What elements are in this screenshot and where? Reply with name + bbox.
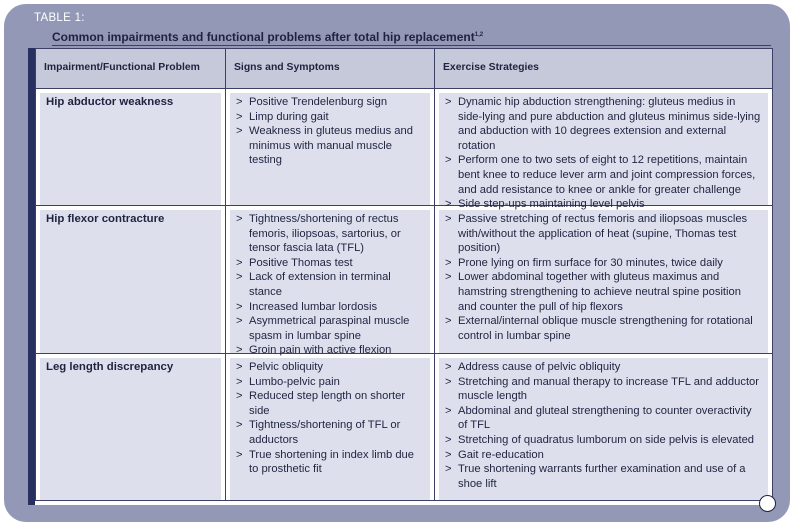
list-item: > Stretching and manual therapy to increase TFL and adductor muscle length	[445, 375, 762, 404]
list-item: > Passive stretching of rectus femoris and iliopsoas muscles with/without the application of heat (supine, Thomas test position)	[445, 212, 762, 256]
list-item: > Dynamic hip abduction strengthening: gluteus medius in side-lying and pure abduction and gluteus minimus side-lying and abduction with 10 degrees extension and external rotation	[445, 95, 762, 153]
header-impairment: Impairment/Functional Problem	[36, 49, 226, 89]
signs-list	[236, 95, 424, 168]
strategies-list	[445, 212, 762, 343]
strategies-cell	[435, 354, 773, 501]
signs-cell	[226, 89, 435, 206]
list-item: > Positive Trendelenburg sign	[236, 95, 424, 110]
list-item: > Address cause of pelvic obliquity	[445, 360, 762, 375]
list-item: > Lower abdominal together with gluteus maximus and hamstring strengthening to achieve neutral spine position and counter the pull of hip flexors	[445, 270, 762, 314]
table-title-text: Common impairments and functional problems after total hip replacement	[52, 30, 475, 44]
list-item: > Groin pain with active flexion	[236, 343, 424, 358]
list-item: > Reduced step length on shorter side	[236, 389, 424, 418]
table-label: TABLE 1:	[34, 12, 85, 24]
problem-label: Leg length discrepancy	[40, 358, 221, 500]
list-item: > Gait re-education	[445, 448, 762, 463]
problem-cell	[36, 354, 226, 501]
strategies-cell	[435, 89, 773, 211]
problem-cell	[36, 89, 226, 206]
table-row	[36, 206, 773, 354]
table-title	[52, 30, 483, 44]
list-item: > Pelvic obliquity	[236, 360, 424, 375]
header-strategies: Exercise Strategies	[435, 49, 773, 89]
list-item: > Weakness in gluteus medius and minimus with manual muscle testing	[236, 124, 424, 168]
problem-label: Hip abductor weakness	[40, 93, 221, 205]
title-references: 1,2	[474, 32, 484, 38]
list-item: > Abdominal and gluteal strengthening to counter overactivity of TFL	[445, 404, 762, 433]
corner-circle-icon	[759, 495, 776, 512]
list-item: > Stretching of quadratus lumborum on side pelvis is elevated	[445, 433, 762, 448]
list-item: > True shortening in index limb due to prosthetic fit	[236, 448, 424, 477]
list-item: > Lack of extension in terminal stance	[236, 270, 424, 299]
list-item: > Lumbo-pelvic pain	[236, 375, 424, 390]
impairments-table	[35, 48, 773, 501]
signs-cell	[226, 206, 435, 357]
strategies-list	[445, 95, 762, 212]
list-item: > Tightness/shortening of TFL or adductors	[236, 418, 424, 447]
list-item: > Prone lying on firm surface for 30 minutes, twice daily	[445, 256, 762, 271]
signs-list	[236, 212, 424, 358]
list-item: > Limp during gait	[236, 110, 424, 125]
table-row	[36, 89, 773, 206]
problem-cell	[36, 206, 226, 354]
signs-cell	[226, 354, 435, 501]
signs-list	[236, 360, 424, 477]
list-item: > Perform one to two sets of eight to 12 repetitions, maintain bent knee to reduce lever arm and joint compression forces, and add resistance to knee or ankle for greater challenge	[445, 153, 762, 197]
header-signs: Signs and Symptoms	[226, 49, 435, 89]
table-header-row	[36, 49, 773, 89]
side-accent-bar	[28, 48, 35, 505]
list-item: > Tightness/shortening of rectus femoris, iliopsoas, sartorius, or tensor fascia lata (TFL)	[236, 212, 424, 256]
strategies-list	[445, 360, 762, 491]
list-item: > Asymmetrical paraspinal muscle spasm in lumbar spine	[236, 314, 424, 343]
list-item: > True shortening warrants further examination and use of a shoe lift	[445, 462, 762, 491]
title-divider	[52, 45, 771, 46]
list-item: > External/internal oblique muscle strengthening for rotational control in lumbar spine	[445, 314, 762, 343]
list-item: > Positive Thomas test	[236, 256, 424, 271]
problem-label: Hip flexor contracture	[40, 210, 221, 353]
table-row	[36, 354, 773, 501]
list-item: > Side step-ups maintaining level pelvis	[445, 197, 762, 212]
list-item: > Increased lumbar lordosis	[236, 300, 424, 315]
strategies-cell	[435, 206, 773, 354]
